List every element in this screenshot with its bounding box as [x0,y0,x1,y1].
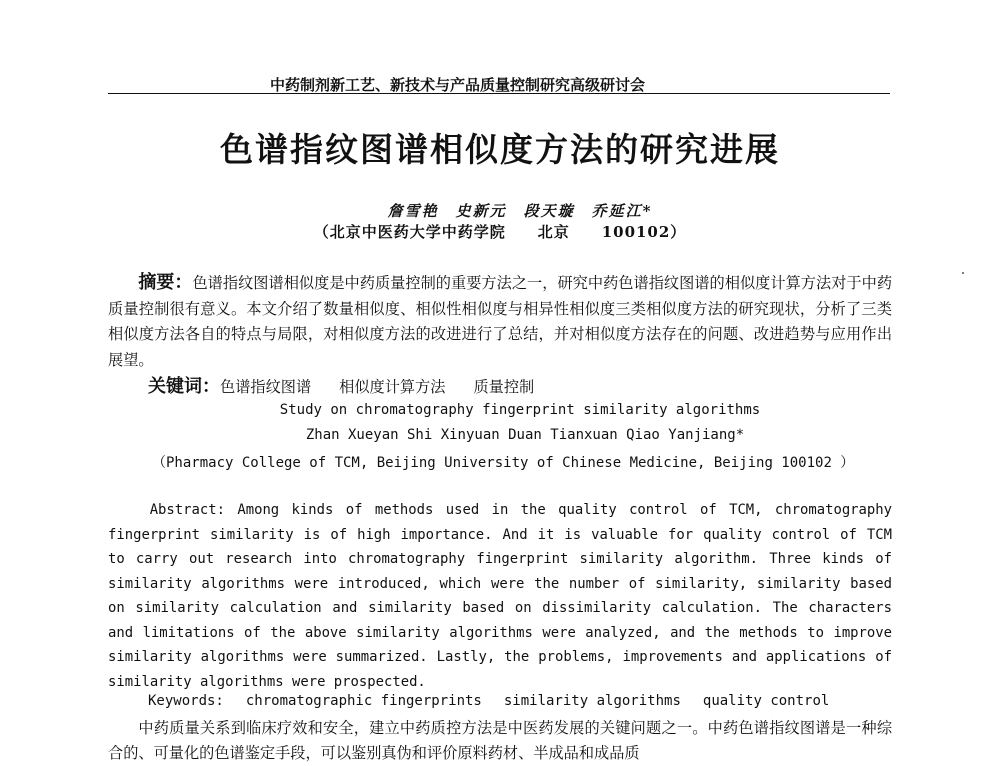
paper-title: 色谱指纹图谱相似度方法的研究进展 [220,130,780,169]
abstract-en-label: Abstract: [149,502,225,518]
affiliation-zh: （北京中医药大学中药学院 北京 100102） [313,223,687,241]
abstract-zh [108,270,892,373]
keyword-en: quality control [702,693,830,709]
keyword-en: similarity algorithms [503,693,681,709]
abstract-zh-text: 色谱指纹图谱相似度是中药质量控制的重要方法之一，研究中药色谱指纹图谱的相似度计算方法对于中药质量控制很有意义。本文介绍了数量相似度、相似性相似度与相异性相似度三类相似度方法的研究现状，分析了三类相似度方法各自的特点与局限，对相似度方法的改进进行了总结，并对相似度方法存在的问题、改进趋势与应用作出展望。 [108,274,893,369]
running-header: 中药制剂新工艺、新技术与产品质量控制研究高级研讨会 [270,76,646,94]
keyword-zh: 色谱指纹图谱 [220,378,312,396]
keyword-zh: 质量控制 [473,378,535,396]
header-rule [108,93,890,94]
authors-zh: 詹雪艳 史新元 段天璇 乔延江* [387,202,653,220]
scan-speck [962,272,964,274]
english-title: Study on chromatography fingerprint similarity algorithms [279,402,761,418]
keywords-en [148,693,892,709]
abstract-en-text: Among kinds of methods used in the quality control of TCM, chromatography fingerprint similarity is of high importance. And it is valuable for quality control of TCM to carry out research into chromatography fingerprint similarity algorithm. Three kinds of similarity algorithms were introduced, which were the number of similarity, similarity based on similarity calculation and similarity based on dissimilarity calculation. The characters and limitations of the above similarity algorithms were analyzed, and the methods to improve similarity algorithms were summarized. Lastly, the problems, improvements and applications of similarity algorithms were prospected. [108,502,892,690]
english-affiliation: （Pharmacy College of TCM, Beijing University of Chinese Medicine, Beijing 100102 ） [152,455,855,471]
keywords-zh [148,372,892,398]
keywords-zh-label: 关键词： [148,376,220,397]
keyword-zh: 相似度计算方法 [339,378,446,396]
body-paragraph-zh: 中药质量关系到临床疗效和安全，建立中药质控方法是中医药发展的关键问题之一。中药色谱指纹图谱是一种综合的、可量化的色谱鉴定手段，可以鉴别真伪和评价原料药材、半成品和成品质 [108,719,892,762]
keywords-en-label: Keywords: [148,693,224,709]
abstract-zh-label: 摘要： [138,272,193,293]
abstract-en [108,498,892,694]
keyword-en: chromatographic fingerprints [245,693,482,709]
english-authors: Zhan Xueyan Shi Xinyuan Duan Tianxuan Qiao Yanjiang* [305,427,745,443]
